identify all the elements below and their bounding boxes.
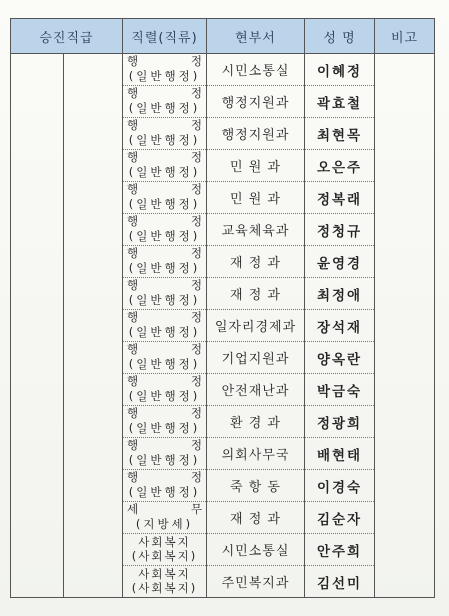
note-cell [375, 566, 435, 598]
department-cell: 주민복지과 [207, 566, 305, 598]
rank-top-right: 정 [190, 406, 202, 420]
rank-cell [123, 278, 207, 310]
rank-top-left: 행 [127, 86, 139, 100]
rank-subtype: (일반행정) [128, 196, 201, 211]
rank-cell [123, 566, 207, 598]
table-row [11, 342, 435, 374]
person-name-cell: 최정애 [305, 278, 375, 310]
rank-top-right: 정 [190, 310, 202, 324]
department-cell: 환 경 과 [207, 406, 305, 438]
person-name-cell: 곽효철 [305, 86, 375, 118]
grade-inner-divider [63, 342, 64, 374]
rank-subtype: (지방세) [135, 516, 194, 531]
grade-cell [11, 406, 123, 438]
person-name-cell: 윤영경 [305, 246, 375, 278]
rank-top-right: 무 [190, 502, 202, 516]
grade-inner-divider [63, 86, 64, 118]
rank-subtype: (일반행정) [128, 292, 201, 307]
rank-cell [123, 534, 207, 566]
table-header-row [11, 19, 435, 54]
table-row [11, 54, 435, 86]
table-row [11, 150, 435, 182]
note-cell [375, 310, 435, 342]
grade-cell [11, 86, 123, 118]
table-row [11, 310, 435, 342]
rank-subtype: (일반행정) [128, 164, 201, 179]
rank-subtype: (일반행정) [128, 452, 201, 467]
header-name: 성 명 [305, 19, 375, 54]
note-cell [375, 214, 435, 246]
rank-top-right: 정 [190, 342, 202, 356]
rank-top-right: 정 [190, 278, 202, 292]
rank-top-right: 정 [190, 54, 202, 68]
rank-line-top: 사회복지 [138, 567, 191, 581]
rank-top-right: 정 [190, 86, 202, 100]
grade-cell [11, 310, 123, 342]
header-grade: 승진직급 [11, 19, 123, 54]
department-cell: 기업지원과 [207, 342, 305, 374]
person-name-cell: 양옥란 [305, 342, 375, 374]
department-cell: 교육체육과 [207, 214, 305, 246]
rank-top-left: 행 [127, 182, 139, 196]
note-cell [375, 342, 435, 374]
table-row [11, 470, 435, 502]
rank-top-right: 정 [190, 438, 202, 452]
rank-cell [123, 374, 207, 406]
rank-top-left: 행 [127, 374, 139, 388]
rank-top-left: 행 [127, 406, 139, 420]
department-cell: 안전재난과 [207, 374, 305, 406]
note-cell [375, 54, 435, 86]
rank-cell [123, 246, 207, 278]
grade-cell [11, 470, 123, 502]
grade-inner-divider [63, 374, 64, 406]
person-name-cell: 정광희 [305, 406, 375, 438]
rank-top-right: 정 [190, 214, 202, 228]
promotion-table [10, 18, 435, 598]
grade-cell [11, 374, 123, 406]
department-cell: 일자리경제과 [207, 310, 305, 342]
rank-top-left: 행 [127, 214, 139, 228]
note-cell [375, 118, 435, 150]
note-cell [375, 86, 435, 118]
rank-cell [123, 54, 207, 86]
person-name-cell: 이혜정 [305, 54, 375, 86]
rank-line-bottom: (사회복지) [131, 580, 198, 595]
note-cell [375, 502, 435, 534]
grade-inner-divider [63, 150, 64, 182]
grade-cell [11, 150, 123, 182]
rank-top-left: 행 [127, 246, 139, 260]
rank-cell [123, 182, 207, 214]
table-row [11, 118, 435, 150]
grade-cell [11, 214, 123, 246]
rank-subtype: (일반행정) [128, 388, 201, 403]
rank-line-bottom: (사회복지) [131, 548, 198, 563]
grade-inner-divider [63, 502, 64, 534]
person-name-cell: 오은주 [305, 150, 375, 182]
rank-cell [123, 342, 207, 374]
rank-subtype: (일반행정) [128, 484, 201, 499]
grade-cell [11, 278, 123, 310]
rank-cell [123, 150, 207, 182]
person-name-cell: 최현목 [305, 118, 375, 150]
rank-top-right: 정 [190, 182, 202, 196]
grade-cell [11, 534, 123, 566]
rank-cell [123, 86, 207, 118]
note-cell [375, 438, 435, 470]
rank-top-left: 행 [127, 438, 139, 452]
grade-cell [11, 246, 123, 278]
grade-inner-divider [63, 246, 64, 278]
table-row [11, 374, 435, 406]
table-row [11, 86, 435, 118]
grade-cell [11, 182, 123, 214]
grade-inner-divider [63, 214, 64, 246]
rank-cell [123, 214, 207, 246]
rank-top-left: 세 [127, 502, 139, 516]
rank-top-right: 정 [190, 246, 202, 260]
table-row [11, 534, 435, 566]
grade-cell [11, 502, 123, 534]
person-name-cell: 장석재 [305, 310, 375, 342]
department-cell: 민 원 과 [207, 182, 305, 214]
header-dept: 현부서 [207, 19, 305, 54]
person-name-cell: 정복래 [305, 182, 375, 214]
grade-inner-divider [63, 54, 64, 86]
person-name-cell: 이경숙 [305, 470, 375, 502]
note-cell [375, 150, 435, 182]
rank-subtype: (일반행정) [128, 228, 201, 243]
rank-top-right: 정 [190, 150, 202, 164]
note-cell [375, 182, 435, 214]
grade-cell [11, 566, 123, 598]
rank-top-left: 행 [127, 54, 139, 68]
note-cell [375, 246, 435, 278]
person-name-cell: 김선미 [305, 566, 375, 598]
grade-inner-divider [63, 118, 64, 150]
grade-inner-divider [63, 470, 64, 502]
rank-subtype: (일반행정) [128, 260, 201, 275]
department-cell: 민 원 과 [207, 150, 305, 182]
department-cell: 행정지원과 [207, 118, 305, 150]
department-cell: 의회사무국 [207, 438, 305, 470]
grade-inner-divider [63, 438, 64, 470]
department-cell: 재 정 과 [207, 502, 305, 534]
department-cell: 재 정 과 [207, 278, 305, 310]
table-row [11, 406, 435, 438]
rank-top-left: 행 [127, 470, 139, 484]
person-name-cell: 박금숙 [305, 374, 375, 406]
rank-subtype: (일반행정) [128, 68, 201, 83]
table-row [11, 438, 435, 470]
table-row [11, 214, 435, 246]
department-cell: 재 정 과 [207, 246, 305, 278]
department-cell: 행정지원과 [207, 86, 305, 118]
rank-top-right: 정 [190, 374, 202, 388]
note-cell [375, 406, 435, 438]
rank-top-left: 행 [127, 310, 139, 324]
department-cell: 죽 항 동 [207, 470, 305, 502]
rank-cell [123, 502, 207, 534]
table-row [11, 566, 435, 598]
table-row [11, 182, 435, 214]
table-body [11, 54, 435, 598]
rank-subtype: (일반행정) [128, 100, 201, 115]
rank-top-left: 행 [127, 342, 139, 356]
note-cell [375, 470, 435, 502]
grade-cell [11, 438, 123, 470]
rank-subtype: (일반행정) [128, 420, 201, 435]
table-row [11, 246, 435, 278]
grade-inner-divider [63, 310, 64, 342]
rank-subtype: (일반행정) [128, 356, 201, 371]
grade-inner-divider [63, 182, 64, 214]
rank-top-left: 행 [127, 150, 139, 164]
department-cell: 시민소통실 [207, 534, 305, 566]
person-name-cell: 안주희 [305, 534, 375, 566]
table-row [11, 502, 435, 534]
note-cell [375, 278, 435, 310]
rank-cell [123, 470, 207, 502]
grade-inner-divider [63, 406, 64, 438]
grade-cell [11, 342, 123, 374]
person-name-cell: 김순자 [305, 502, 375, 534]
rank-subtype: (일반행정) [128, 324, 201, 339]
grade-inner-divider [63, 534, 64, 566]
header-rank: 직렬(직류) [123, 19, 207, 54]
rank-subtype: (일반행정) [128, 132, 201, 147]
grade-inner-divider [63, 278, 64, 310]
department-cell: 시민소통실 [207, 54, 305, 86]
rank-line-top: 사회복지 [138, 535, 191, 549]
note-cell [375, 534, 435, 566]
grade-cell [11, 118, 123, 150]
note-cell [375, 374, 435, 406]
table-row [11, 278, 435, 310]
header-note: 비고 [375, 19, 435, 54]
rank-cell [123, 118, 207, 150]
rank-top-right: 정 [190, 118, 202, 132]
person-name-cell: 배현태 [305, 438, 375, 470]
rank-cell [123, 310, 207, 342]
rank-cell [123, 438, 207, 470]
rank-cell [123, 406, 207, 438]
grade-cell [11, 54, 123, 86]
rank-top-left: 행 [127, 278, 139, 292]
rank-top-right: 정 [190, 470, 202, 484]
rank-top-left: 행 [127, 118, 139, 132]
person-name-cell: 정청규 [305, 214, 375, 246]
grade-inner-divider [63, 566, 64, 598]
